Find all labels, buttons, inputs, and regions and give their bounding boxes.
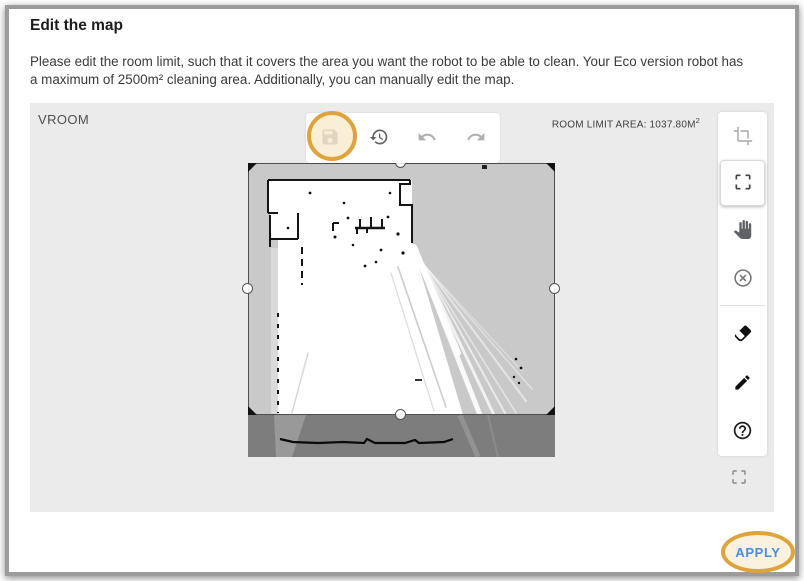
eraser-tool-button[interactable]: [720, 309, 765, 359]
help-button[interactable]: [720, 409, 765, 455]
redo-button[interactable]: [459, 121, 493, 155]
save-button-annotation-circle: [307, 111, 357, 161]
edit-map-dialog: [5, 5, 799, 576]
map-canvas[interactable]: [248, 163, 555, 457]
history-button[interactable]: [362, 121, 396, 155]
undo-icon: [417, 127, 437, 150]
eraser-icon: [733, 323, 753, 346]
cancel-circle-icon: [732, 267, 754, 292]
selection-edge-handle-right[interactable]: [549, 283, 560, 294]
selection-corner-handle-top-right[interactable]: [546, 163, 555, 172]
map-editor-panel: [30, 103, 774, 512]
selection-corner-handle-bottom-right[interactable]: [546, 406, 555, 415]
room-limit-selection[interactable]: [248, 163, 555, 415]
instructions-line-2: a maximum of 2500m² cleaning area. Additionally, you can manually edit the map.: [30, 71, 515, 87]
apply-button[interactable]: APPLY: [735, 544, 781, 560]
selection-edge-handle-left[interactable]: [242, 283, 253, 294]
undo-button[interactable]: [410, 121, 444, 155]
page-title: Edit the map: [30, 17, 124, 34]
selection-corner-handle-top-left[interactable]: [248, 163, 257, 172]
instructions-line-1: Please edit the room limit, such that it covers the area you want the robot to be able to clean. Your Eco version robot has: [30, 54, 744, 69]
crop-icon: [733, 126, 753, 149]
tool-sidebar: [718, 112, 767, 456]
pencil-icon: [733, 373, 752, 395]
selection-frame-icon: [733, 172, 753, 195]
instructions-text: [30, 53, 775, 88]
sidebar-divider: [720, 305, 765, 306]
apply-button-annotation-circle: [721, 531, 795, 573]
help-icon: [732, 420, 753, 444]
map-name-label: VROOM: [38, 112, 90, 127]
redo-icon: [466, 127, 486, 150]
pan-hand-icon: [733, 220, 752, 242]
cancel-tool-button[interactable]: [720, 256, 765, 302]
crop-tool-button[interactable]: [720, 114, 765, 160]
room-limit-area-label: ROOM LIMIT AREA: $1037.80M^2$: [551, 116, 700, 131]
selection-edge-handle-bottom[interactable]: [395, 409, 406, 420]
pencil-tool-button[interactable]: [720, 359, 765, 409]
expand-view-button[interactable]: [728, 467, 750, 489]
pan-tool-button[interactable]: [720, 206, 765, 256]
expand-icon: [730, 468, 748, 489]
history-icon: [369, 127, 389, 150]
selection-corner-handle-bottom-left[interactable]: [248, 406, 257, 415]
selection-frame-tool-button[interactable]: [720, 160, 765, 206]
